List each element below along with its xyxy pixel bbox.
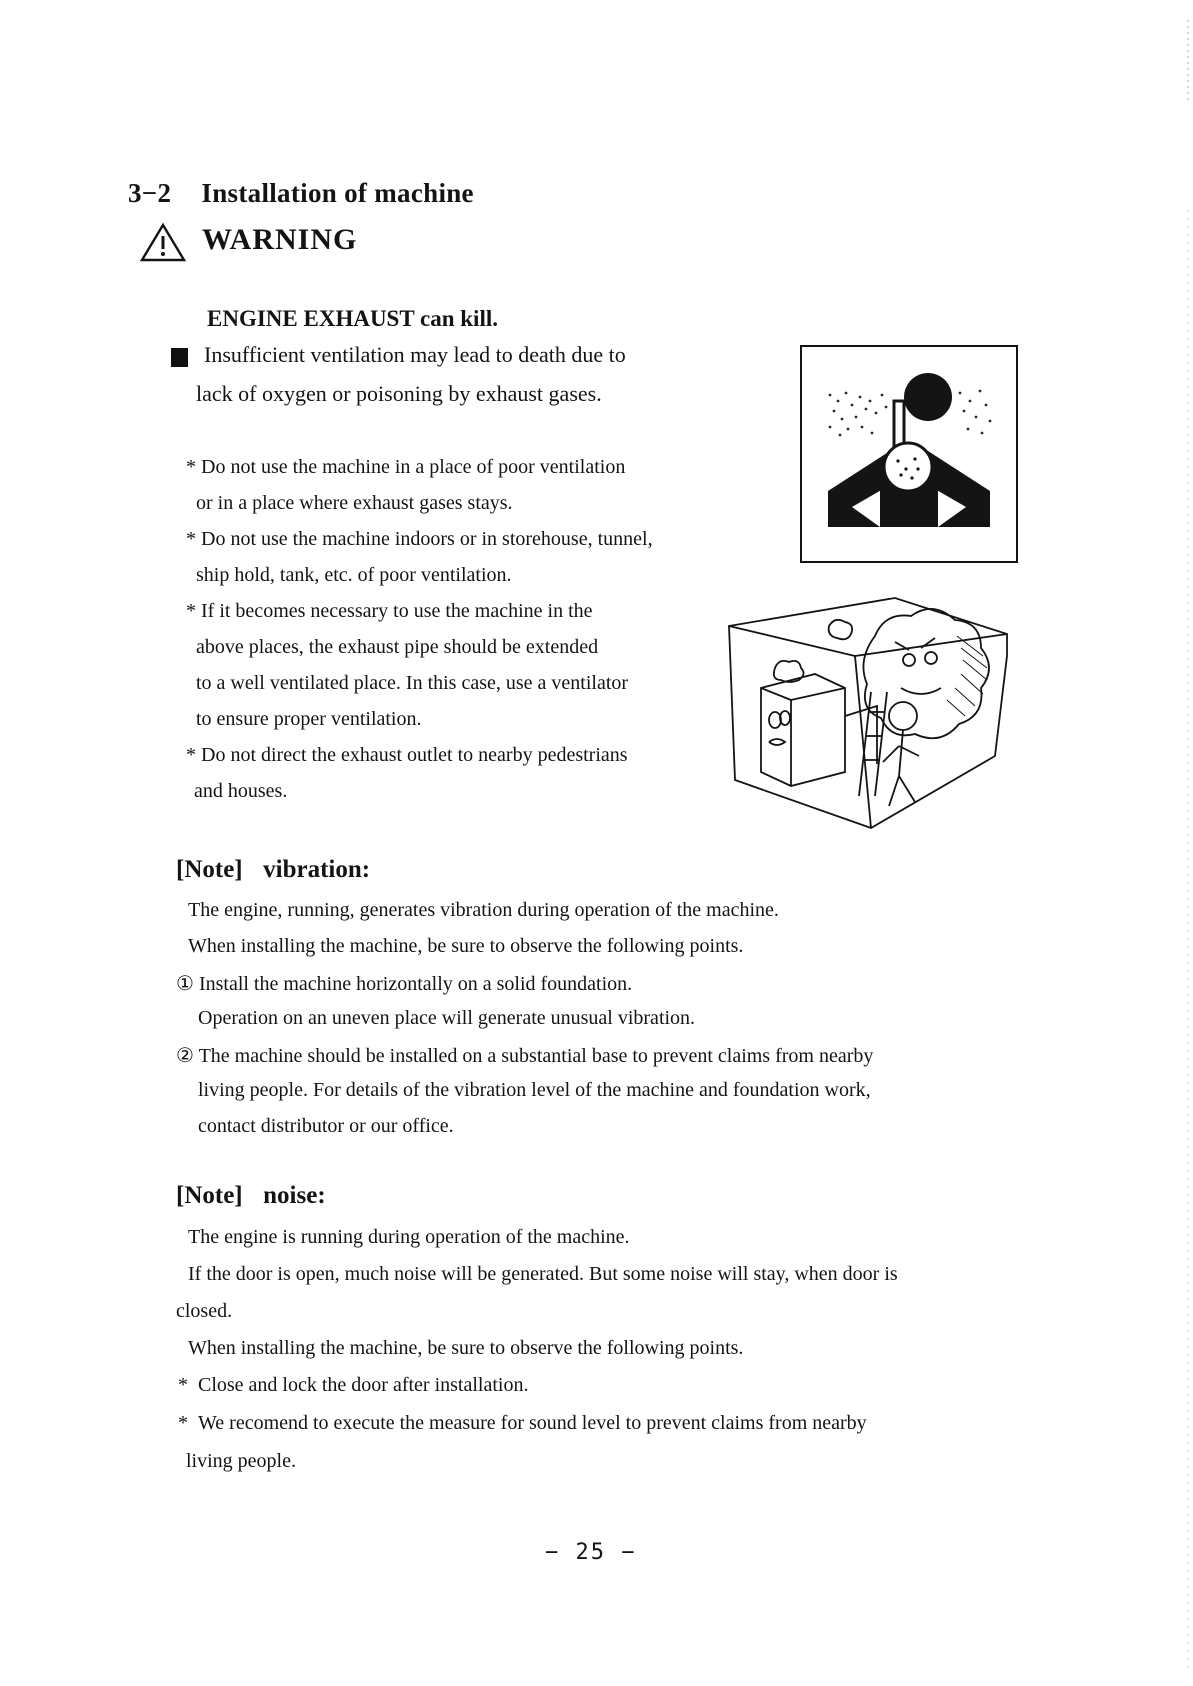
warning-bullet-line-2: lack of oxygen or poisoning by exhaust gases. [196, 381, 602, 406]
vibration-intro-line-2: When installing the machine, be sure to observe the following points. [188, 935, 744, 957]
noise-intro-line-3: closed. [176, 1300, 233, 1322]
warning-triangle-icon [140, 222, 186, 267]
section-heading [128, 178, 474, 209]
page-number: − 25 − [545, 1540, 637, 1565]
vibration-item-2-line-3: contact distributor or our office. [198, 1115, 454, 1137]
warning-bullet-line-1: Insufficient ventilation may lead to death due to [204, 342, 626, 367]
exhaust-item-3-line-1: * If it becomes necessary to use the machine in the [186, 600, 593, 622]
exhaust-item-1-line-1: * Do not use the machine in a place of poor ventilation [186, 456, 626, 478]
warning-label: WARNING [202, 223, 358, 256]
noise-intro-line-2: If the door is open, much noise will be generated. But some noise will stay, when door is [188, 1263, 898, 1285]
section-title: Installation of machine [201, 178, 474, 208]
noise-note-heading [176, 1182, 326, 1210]
vibration-item-1-line-1: ① Install the machine horizontally on a solid foundation. [176, 973, 633, 995]
enclosed-room-exhaust-monster-illustration [725, 596, 1015, 837]
noise-item-2-line-1: * We recomend to execute the measure for sound level to prevent claims from nearby [178, 1412, 867, 1434]
square-bullet-icon [171, 348, 188, 367]
exhaust-item-2-line-1: * Do not use the machine indoors or in storehouse, tunnel, [186, 528, 653, 550]
exhaust-hazard-pictogram-icon [800, 345, 1018, 568]
vibration-item-2-line-1: ② The machine should be installed on a substantial base to prevent claims from nearby [176, 1045, 874, 1067]
exhaust-item-3-line-3: to a well ventilated place. In this case, use a ventilator [196, 672, 629, 694]
noise-intro-line-1: The engine is running during operation of the machine. [188, 1226, 630, 1248]
vibration-intro-line-1: The engine, running, generates vibration during operation of the machine. [188, 899, 779, 921]
note-tag: [Note] [176, 1182, 243, 1209]
section-number: 3−2 [128, 178, 172, 208]
exhaust-item-3-line-2: above places, the exhaust pipe should be extended [196, 636, 599, 658]
exhaust-item-4-line-2: and houses. [194, 780, 288, 802]
vibration-item-1-line-2: Operation on an uneven place will generate unusual vibration. [198, 1007, 696, 1029]
noise-intro-line-4: When installing the machine, be sure to observe the following points. [188, 1337, 744, 1359]
noise-item-2-line-2: living people. [186, 1450, 296, 1472]
note-title: noise: [263, 1182, 326, 1209]
vibration-item-2-line-2: living people. For details of the vibration level of the machine and foundation work, [198, 1079, 871, 1101]
exhaust-item-4-line-1: * Do not direct the exhaust outlet to nearby pedestrians [186, 744, 628, 766]
note-title: vibration: [263, 856, 371, 883]
vibration-note-heading [176, 856, 370, 884]
exhaust-item-2-line-2: ship hold, tank, etc. of poor ventilation. [196, 564, 512, 586]
warning-lead: ENGINE EXHAUST can kill. [207, 306, 498, 331]
scan-edge-marks [1187, 20, 1189, 1670]
exhaust-item-1-line-2: or in a place where exhaust gases stays. [196, 492, 513, 514]
noise-item-1: * Close and lock the door after installation. [178, 1374, 529, 1396]
note-tag: [Note] [176, 856, 243, 883]
exhaust-item-3-line-4: to ensure proper ventilation. [196, 708, 422, 730]
